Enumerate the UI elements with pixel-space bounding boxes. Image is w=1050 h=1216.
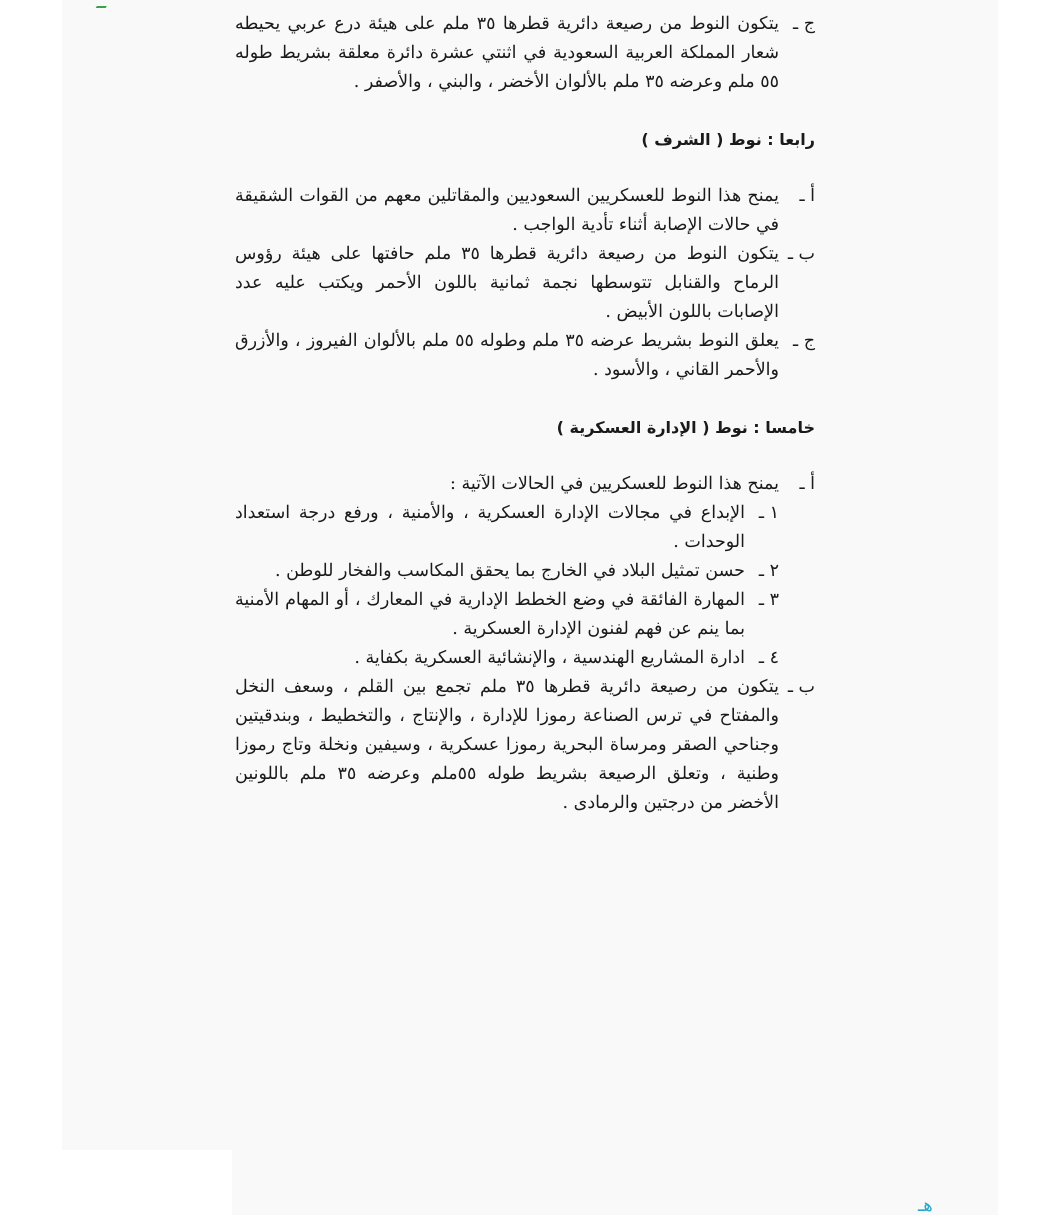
item-marker: ب ـ — [787, 244, 815, 264]
item-marker: أ ـ — [799, 186, 815, 206]
page-number: هـ — [918, 1195, 933, 1216]
item-marker: ب ـ — [787, 677, 815, 697]
item-text: يتكون النوط من رصيعة دائرية قطرها ٣٥ ملم حافتها على هيئة رؤوس الرماح والقنابل تتوسطها نجمة ثمانية باللون الأحمر ويكتب عليه عدد الإصابات باللون الأبيض . — [235, 244, 779, 322]
sub-item-text: الإبداع في مجالات الإدارة العسكرية ، والأمنية ، ورفع درجة استعداد الوحدات . — [235, 503, 745, 552]
sub-item-text: المهارة الفائقة في وضع الخطط الإدارية في المعارك ، أو المهام الأمنية بما ينم عن فهم لفنون الإدارة العسكرية . — [235, 590, 745, 639]
list-item — [235, 327, 815, 385]
item-marker: ج ـ — [793, 331, 815, 351]
sub-item-marker: ١ ـ — [758, 503, 779, 523]
sub-item-marker: ٤ ـ — [758, 648, 779, 668]
item-text: يمنح هذا النوط للعسكريين السعوديين والمقاتلين معهم من القوات الشقيقة في حالات الإصابة أثناء تأدية الواجب . — [235, 186, 779, 235]
sub-item-marker: ٣ ـ — [758, 590, 779, 610]
list-item — [235, 10, 815, 97]
sub-list — [235, 499, 815, 673]
item-text: يتكون النوط من رصيعة دائرية قطرها ٣٥ ملم على هيئة درع عربي يحيطه شعار المملكة العربية السعودية في اثنتي عشرة دائرة معلقة بشريط طوله ٥٥ ملم وعرضه ٣٥ ملم بالألوان الأخضر ، والبني ، والأصفر . — [235, 14, 779, 92]
page-background-bottom — [232, 1150, 998, 1215]
list-item — [235, 240, 815, 327]
sub-item-text: حسن تمثيل البلاد في الخارج بما يحقق المكاسب والفخار للوطن . — [274, 561, 745, 581]
document-body — [235, 10, 815, 818]
list-item — [235, 182, 815, 240]
sub-list-item — [235, 499, 779, 557]
section-heading: خامسا : نوط ( الإدارة العسكرية ) — [556, 418, 815, 437]
item-text: يتكون من رصيعة دائرية قطرها ٣٥ ملم تجمع بين القلم ، وسعف النخل والمفتاح في ترس الصناعة رموزا للإدارة ، والإنتاج ، والتخطيط ، وبندقيتين وجناحي الصقر ومرساة البحرية رموزا عسكرية ، وسيفين ونخلة وتاج رموزا وطنية ، وتعلق الرصيعة بشريط طوله ٥٥ملم وعرضه ٣٥ ملم باللونين الأخضر من درجتين والرمادى . — [235, 677, 780, 813]
sub-list-item — [235, 557, 779, 586]
item-text: يعلق النوط بشريط عرضه ٣٥ ملم وطوله ٥٥ ملم بالألوان الفيروز ، والأزرق والأحمر القاني ، والأسود . — [235, 331, 779, 380]
item-marker: أ ـ — [799, 474, 815, 494]
section-heading: رابعا : نوط ( الشرف ) — [641, 130, 815, 149]
list-item — [235, 673, 815, 818]
item-text: يمنح هذا النوط للعسكريين في الحالات الآتية : — [450, 474, 779, 494]
sub-list-item — [235, 586, 779, 644]
sub-item-marker: ٢ ـ — [758, 561, 779, 581]
item-marker: ج ـ — [793, 14, 815, 34]
sub-list-item — [235, 644, 779, 673]
sub-item-text: ادارة المشاريع الهندسية ، والإنشائية العسكرية بكفاية . — [354, 648, 745, 668]
list-item — [235, 470, 815, 499]
